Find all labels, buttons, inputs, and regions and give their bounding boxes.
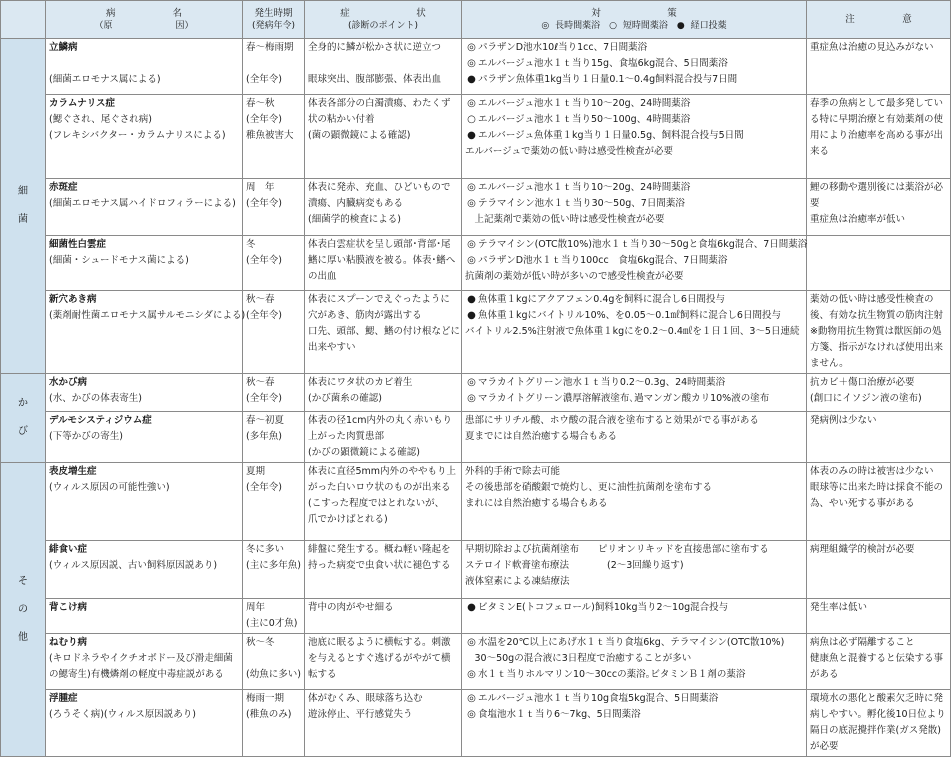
treatment-mark: ◎ (467, 377, 476, 388)
treatment-line (465, 237, 808, 253)
disease-row (1, 39, 951, 95)
symptom-cell (305, 690, 462, 757)
symptom-text: 口先、頭部、鰓、鰭の付け根などに (308, 326, 461, 337)
notes-cell (807, 463, 951, 541)
note-text: ※動物用抗生物質は獣医師の処方箋、指示がなければ使用出来ません。 (810, 326, 944, 369)
symptom-cell (305, 634, 462, 690)
treatment-text: テラマイシン(OTC散10%)池水１ｔ当り30～50gと食塩6kg混合、7日間薬浴 (478, 239, 808, 250)
disease-cell (46, 179, 243, 236)
note-text: 眼球等に出来た時は採食不能の為、やい死する事がある (810, 482, 944, 509)
treatment-mark: ◎ (467, 42, 476, 53)
treatment-mark: ◎ (467, 393, 476, 404)
treatment-text: テラマイシン池水１ｔ当り30～50g、7日間薬浴 (478, 198, 685, 209)
treatment-line (465, 144, 803, 160)
disease-cause: (細菌・シュードモナス菌による) (49, 255, 189, 266)
treatment-mark: ◎ (467, 98, 476, 109)
note-text: 病魚は必ず隔離すること (810, 637, 915, 648)
season-text: 冬に多い (246, 544, 285, 555)
disease-name: 緋食い症 (49, 544, 88, 555)
treatment-line (465, 40, 803, 56)
treatment-text: パラザンD池水１ｔ当り100cc 食塩6kg混合、7日間薬浴 (478, 255, 728, 266)
treatment-mark: ● (467, 310, 476, 321)
symptom-text: 全身的に鱗が松かさ状に逆立つ (308, 42, 442, 53)
treatment-line (465, 542, 803, 558)
disease-name: 赤斑症 (49, 182, 78, 193)
treatment-text: エルバージュ池水１ｔ当り15g、食塩6kg混合、5日間薬浴 (478, 58, 728, 69)
disease-row (1, 463, 951, 541)
season-text: (全年令) (246, 255, 282, 266)
oral-dose-label: 経口投薬 (690, 20, 727, 31)
treatment-line (465, 96, 803, 112)
treatment-line (465, 574, 803, 590)
treatment-mark: ● (467, 130, 476, 141)
symptom-text: (かびの顕微鏡による確認) (308, 447, 420, 458)
header-symptom: 症 状 (診断のポイント) (305, 1, 462, 39)
category-char: び (18, 426, 28, 437)
disease-name: 背こけ病 (49, 602, 88, 613)
symptom-text: (こすった程度ではとれないが、 (308, 498, 445, 509)
symptom-cell (305, 39, 462, 95)
disease-row (1, 599, 951, 634)
header-symptom-sub: (診断のポイント) (347, 20, 419, 31)
symptom-text: 体表各部分の白濁潰瘍、わたくず (308, 98, 451, 109)
treatment-text: パラザンD池水10ℓ当り1cc、7日間薬浴 (478, 42, 648, 53)
disease-cause: (細菌エロモナス属による) (49, 74, 161, 85)
disease-cell (46, 291, 246, 374)
category-bacteria (1, 39, 46, 374)
disease-row (1, 412, 951, 463)
header-notes: 注 意 (807, 1, 951, 39)
disease-cause: (フレキシバクター・カラムナリスによる) (49, 130, 226, 141)
treatment-text: ビタミンE(トコフェロール)飼料10kg当り2～10g混合投与 (478, 602, 729, 613)
season-cell (243, 412, 305, 463)
season-text: 秋～冬 (246, 637, 275, 648)
treatment-mark: ● (467, 294, 476, 305)
notes-cell (807, 95, 951, 179)
treatment-line (465, 375, 803, 391)
treatment-text: 患部にサリチル酸、ホウ酸の混合液を塗布すると効果がでる事がある (465, 415, 759, 426)
treatment-mark: ○ (467, 114, 476, 125)
treatment-text: 抗菌剤の薬効が低い時が多いので感受性検査が必要 (465, 271, 684, 282)
season-cell (243, 179, 305, 236)
symptom-text: 潰瘍、内臓病変もある (308, 198, 404, 209)
symptom-text: 眼球突出、腹部膨張、体表出血 (308, 74, 442, 85)
treatment-line (465, 429, 803, 445)
disease-cause: (ウィルス原因の可能性強い) (49, 482, 170, 493)
disease-cause: の鰓寄生)有機燐剤の軽度中毒症説がある (49, 669, 224, 680)
disease-cause: (ろうそく病)(ウィルス原因説あり) (49, 709, 196, 720)
category-char: か (18, 398, 28, 409)
symptom-text: 体表に発赤、充血、ひどいもので (308, 182, 451, 193)
season-text: (主に0才魚) (246, 618, 298, 629)
season-cell (243, 599, 305, 634)
season-text: 周 年 (246, 182, 275, 193)
short-bath-label: 短時間薬浴 (622, 20, 668, 31)
treatment-text: 外科的手術で除去可能 (465, 466, 561, 477)
symptom-text: 爪でかけばとれる) (308, 514, 388, 525)
notes-cell (807, 541, 951, 599)
disease-cell (46, 236, 243, 291)
treatment-cell (462, 291, 807, 374)
disease-name: 細菌性白雲症 (49, 239, 107, 250)
treatment-cell (462, 541, 807, 599)
treatment-line (465, 292, 803, 308)
category-char: そ (18, 575, 28, 587)
symptom-text: 穴があき、筋肉が露出する (308, 310, 422, 321)
treatment-text: 魚体重１kgにアクアフェン0.4gを飼料に混合し6日間投与 (478, 294, 725, 305)
treatment-text: 水１ｔ当りホルマリン10～30ccの薬浴｡ビタミンＢ１剤の薬浴 (478, 669, 746, 680)
treatment-line (465, 651, 803, 667)
treatment-line (465, 600, 803, 616)
symptom-text: 転する (308, 669, 337, 680)
season-text: 春～秋 (246, 98, 275, 109)
header-treatment: 対 策 ◎ 長時間薬浴 ○ 短時間薬浴 ● 経口投薬 (462, 1, 807, 39)
season-text (246, 651, 301, 667)
season-text (246, 56, 301, 72)
symptom-text: (かび菌糸の確認) (308, 393, 382, 404)
season-text: (全年令) (246, 393, 282, 404)
treatment-text: 魚体重１kgにバイトリル10%、を0.05～0.1㎖飼料に混合し6日間投与 (478, 310, 781, 321)
treatment-cell (462, 690, 807, 757)
symptom-cell (305, 541, 462, 599)
notes-cell (807, 374, 951, 412)
header-disease: 病 名 （原 因） (46, 1, 243, 39)
treatment-line (465, 496, 803, 512)
symptom-cell (305, 236, 462, 291)
note-text: 体表のみの時は被害は少ない (810, 466, 934, 477)
header-season: 発生時期 (発病年令) (243, 1, 305, 39)
disease-cell (46, 690, 243, 757)
treatment-text: エルバージュで薬効の低い時は感受性検査が必要 (465, 146, 673, 157)
treatment-line (465, 196, 803, 212)
notes-cell (807, 236, 951, 291)
disease-cell (46, 599, 243, 634)
disease-name: 浮腫症 (49, 693, 78, 704)
note-text: 健康魚と混養すると伝染する事がある (810, 653, 944, 680)
season-text: (稚魚のみ) (246, 709, 292, 720)
treatment-mark: ◎ (467, 669, 476, 680)
disease-cell (46, 463, 243, 541)
treatment-text: 水温を20℃以上にあげ水１ｔ当り食塩6kg、テラマイシン(OTC散10%) (478, 637, 785, 648)
season-text: 周年 (246, 602, 266, 613)
treatment-line (465, 464, 803, 480)
season-text: 春～初夏 (246, 415, 285, 426)
disease-cause: (鰓ぐされ、尾ぐされ病) (49, 114, 152, 125)
treatment-line (465, 691, 803, 707)
treatment-line (465, 56, 803, 72)
treatment-line (465, 324, 803, 340)
category-char: 細 (18, 186, 28, 197)
long-bath-mark: ◎ (541, 20, 550, 31)
treatment-line (465, 308, 803, 324)
symptom-text: (細菌学的検査による) (308, 214, 401, 225)
disease-row (1, 541, 951, 599)
season-text: (全年令) (246, 310, 282, 321)
note-text: 薬効の低い時は感受性検査の後、有効な抗生物質の筋肉注射 (810, 294, 944, 321)
treatment-cell (462, 463, 807, 541)
symptom-cell (305, 95, 462, 179)
notes-cell (807, 412, 951, 463)
symptom-text: 緋盤に発生する。概ね軽い隆起を (308, 544, 451, 555)
season-text: 稚魚被害大 (246, 130, 294, 141)
symptom-text: 出来やすい (308, 342, 356, 353)
treatment-cell (462, 95, 807, 179)
note-text: 環境水の悪化と酸素欠乏時に発病しやすい。孵化後10日位より隔日の底泥攪拌作業(ガス発散)が必要 (810, 693, 946, 752)
season-text: (幼魚に多い) (246, 669, 301, 680)
symptom-cell (305, 374, 462, 412)
season-text: (主に多年魚) (246, 560, 301, 571)
disease-row (1, 236, 951, 291)
note-text: 発病例は少ない (810, 415, 877, 426)
notes-cell (807, 690, 951, 757)
treatment-cell (462, 179, 807, 236)
treatment-legend (462, 20, 806, 33)
disease-cause: (細菌エロモナス属ハイドロフィラーによる) (49, 198, 236, 209)
treatment-text: バイトリル2.5%注射液で魚体重１kgにを0.2～0.4㎖を１日１回、3～5日連続 (465, 326, 800, 337)
treatment-cell (462, 236, 807, 291)
treatment-line (465, 72, 803, 88)
treatment-cell (462, 412, 807, 463)
disease-name: ねむり病 (49, 637, 88, 648)
disease-row (1, 690, 951, 757)
treatment-line (465, 112, 803, 128)
season-text: 冬 (246, 239, 256, 250)
treatment-text: エルバージュ池水１ｔ当り50～100g、4時間薬浴 (478, 114, 691, 125)
treatment-text: 上記薬剤で薬効の低い時は感受性検査が必要 (465, 214, 665, 225)
disease-cause: (水、かびの体表寄生) (49, 393, 142, 404)
season-cell (243, 374, 305, 412)
header-season-sub: (発病年令) (251, 20, 296, 31)
treatment-mark: ◎ (467, 198, 476, 209)
symptom-text: がった白いロウ状のものが出来る (308, 482, 451, 493)
note-text: 病理組織学的検討が必要 (810, 544, 915, 555)
season-cell (243, 39, 305, 95)
symptom-text: 体表にスプーンでえぐったように (308, 294, 450, 305)
disease-cell (46, 541, 243, 599)
category-char: 菌 (18, 214, 28, 225)
disease-row (1, 179, 951, 236)
treatment-mark: ◎ (467, 182, 476, 193)
symptom-text: 体表白雲症状を呈し頭部･背部･尾鰭に厚い粘膜液を被る。体表･鰭への出血 (308, 239, 456, 282)
treatment-cell (462, 634, 807, 690)
treatment-text: 早期切除および抗菌剤塗布 ピリオンリキッドを直接患部に塗布する (465, 544, 769, 555)
notes-cell (807, 634, 951, 690)
treatment-text: ステロイド軟膏塗布療法 (2～3回繰り返す) (465, 560, 684, 571)
note-text: 重症魚は治癒率が低い (810, 214, 906, 225)
season-text: (全年令) (246, 74, 282, 85)
disease-name: 表皮増生症 (49, 466, 97, 477)
season-cell (243, 541, 305, 599)
disease-cause: (ウィルス原因説、古い飼料原因説あり) (49, 560, 218, 571)
treatment-mark: ◎ (467, 693, 476, 704)
disease-cause: (下等かびの寄生) (49, 431, 123, 442)
header-row (1, 1, 951, 39)
disease-row (1, 95, 951, 179)
symptom-text: 遊泳停止、平行感覚失う (308, 709, 413, 720)
category-char: の (18, 603, 28, 615)
symptom-text: 体表にワタ状のカビ着生 (308, 377, 413, 388)
treatment-mark: ● (467, 602, 476, 613)
treatment-text: パラザン魚体重1kg当り１日量0.1～0.4g飼料混合投与7日間 (478, 74, 738, 85)
category-char: 他 (18, 631, 28, 643)
note-text: 春季の魚病として最多発している特に早期治療と有効薬剤の使用により治癒率を高める事が出来る (810, 98, 944, 157)
note-text: (創口にイソジン液の塗布) (810, 393, 922, 404)
season-cell (243, 236, 305, 291)
season-text: 夏期 (246, 466, 266, 477)
treatment-line (465, 391, 803, 407)
symptom-cell (305, 412, 462, 463)
treatment-text: マラカイトグリーン濃厚溶解液塗布､過マンガン酸カリ10%液の塗布 (478, 393, 770, 404)
symptom-text: 体がむくみ、眼球落ち込む (308, 693, 423, 704)
notes-cell (807, 39, 951, 95)
symptom-text: 背中の肉がやせ細る (308, 602, 394, 613)
season-cell (243, 690, 305, 757)
treatment-text: エルバージュ池水１ｔ当り10～20g、24時間薬浴 (478, 182, 691, 193)
treatment-cell (462, 374, 807, 412)
disease-row (1, 374, 951, 412)
disease-row (1, 291, 951, 374)
symptom-cell (305, 291, 462, 374)
season-text: (多年魚) (246, 431, 282, 442)
treatment-line (465, 667, 803, 683)
note-text: 重症魚は治癒の見込みがない (810, 42, 934, 53)
season-cell (243, 95, 305, 179)
treatment-line (465, 558, 803, 574)
symptom-cell (305, 599, 462, 634)
season-text: 秋～春 (246, 377, 275, 388)
season-cell (243, 463, 305, 541)
disease-cause: (キロドネラやイクチオボドー及び滑走細菌 (49, 653, 233, 664)
treatment-line (465, 480, 803, 496)
treatment-mark: ◎ (467, 637, 476, 648)
symptom-text: (菌の顕微鏡による確認) (308, 130, 411, 141)
symptom-cell (305, 463, 462, 541)
season-text: (全年令) (246, 114, 282, 125)
treatment-line (465, 128, 803, 144)
treatment-line (465, 180, 803, 196)
note-text: 抗カビ＋傷口治療が必要 (810, 377, 915, 388)
disease-cell (46, 39, 243, 95)
season-text: 梅雨一期 (246, 693, 285, 704)
notes-cell (807, 179, 951, 236)
treatment-cell (462, 599, 807, 634)
treatment-text: 液体窒素による凍結療法 (465, 576, 570, 587)
note-text: 鯉の移動や選別後には薬浴が必要 (810, 182, 944, 209)
treatment-line (465, 413, 803, 429)
season-cell (243, 291, 305, 374)
treatment-text: 食塩池水１ｔ当り6～7kg、5日間薬浴 (478, 709, 641, 720)
treatment-text: エルバージュ池水１ｔ当り10g食塩5kg混合、5日間薬浴 (478, 693, 719, 704)
note-text: 発生率は低い (810, 602, 868, 613)
category-other (1, 463, 46, 757)
short-bath-mark: ○ (609, 20, 617, 31)
symptom-text: 状の粘かい付着 (308, 114, 375, 125)
disease-name: カラムナリス症 (49, 98, 116, 109)
disease-name: 立鱗病 (49, 42, 78, 53)
category-fungus (1, 374, 46, 463)
treatment-text: その後患部を硝酸銀で焼灼し、更に油性抗菌剤を塗布する (465, 482, 713, 493)
season-cell (243, 634, 305, 690)
treatment-mark: ◎ (467, 239, 476, 250)
oral-dose-mark: ● (676, 20, 685, 31)
season-text: (全年令) (246, 482, 282, 493)
treatment-text: まれには自然治癒する場合もある (465, 498, 608, 509)
symptom-text: 持った病変で虫食い状に褪色する (308, 560, 451, 571)
notes-cell (807, 291, 951, 374)
header-category (1, 1, 46, 39)
long-bath-label: 長時間薬浴 (555, 20, 601, 31)
notes-cell (807, 599, 951, 634)
symptom-text: 上がった肉質患部 (308, 431, 385, 442)
treatment-text: 30～50gの混合液に3日程度で治癒することが多い (465, 653, 692, 664)
treatment-mark: ● (467, 74, 476, 85)
treatment-line (465, 212, 803, 228)
season-text: 春～梅雨期 (246, 42, 294, 53)
disease-cell (46, 374, 243, 412)
disease-name: 水かび病 (49, 377, 88, 388)
header-disease-sub: （原 因） (94, 20, 194, 31)
season-text: 秋～春 (246, 294, 275, 305)
treatment-text: マラカイトグリーン池水１ｔ当り0.2～0.3g、24時間薬浴 (478, 377, 726, 388)
treatment-line (465, 269, 803, 285)
symptom-text (308, 56, 458, 72)
symptom-cell (305, 179, 462, 236)
symptom-text: 体表の径1cm内外の丸く赤いもり (308, 415, 453, 426)
treatment-mark: ◎ (467, 255, 476, 266)
disease-row (1, 634, 951, 690)
treatment-mark: ◎ (467, 709, 476, 720)
treatment-cell (462, 39, 807, 95)
symptom-text: 体表に直径5mm内外のややもり上 (308, 466, 457, 477)
disease-cell (46, 412, 243, 463)
disease-name: デルモシスティジウム症 (49, 415, 152, 426)
treatment-text: 夏までには自然治癒する場合もある (465, 431, 618, 442)
symptom-text: を与えるとすぐ逃げるがやがて横 (308, 653, 451, 664)
treatment-line (465, 707, 803, 723)
disease-cell (46, 634, 243, 690)
treatment-text: エルバージュ池水１ｔ当り10～20g、24時間薬浴 (478, 98, 691, 109)
season-text: (全年令) (246, 198, 282, 209)
disease-name: 新穴あき病 (49, 294, 97, 305)
treatment-line (465, 635, 803, 651)
treatment-text: エルバージュ魚体重１kg当り１日量0.5g、飼料混合投与5日間 (478, 130, 744, 141)
symptom-text: 池底に眠るように横転する。刺激 (308, 637, 451, 648)
treatment-mark: ◎ (467, 58, 476, 69)
disease-cause: (薬剤耐性菌エロモナス属サルモニシダによる) (49, 310, 246, 321)
treatment-line (465, 253, 803, 269)
disease-cell (46, 95, 243, 179)
